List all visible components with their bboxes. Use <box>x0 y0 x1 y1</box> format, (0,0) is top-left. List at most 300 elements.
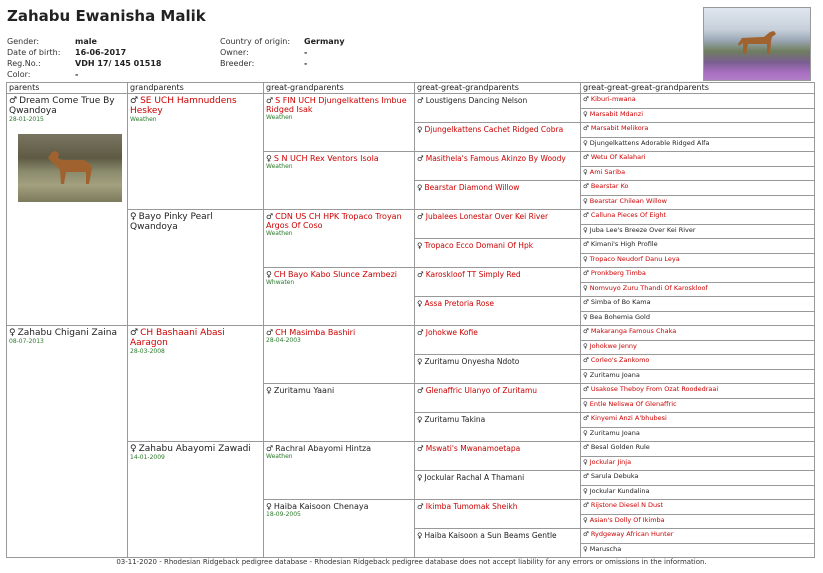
pedigree-cell-gen4 <box>581 442 815 457</box>
dog-name-link[interactable] <box>583 501 812 509</box>
pedigree-cell-gen3 <box>415 268 581 297</box>
female-icon: ♀ <box>417 183 423 192</box>
dog-name-link[interactable] <box>583 240 812 248</box>
pedigree-cell-gen3 <box>415 384 581 413</box>
info-label: Gender: <box>7 37 40 46</box>
dog-name-text: Jubalees Lonestar Over Kei River <box>425 212 549 221</box>
pedigree-cell-gen3 <box>415 123 581 152</box>
dog-name-text: Calluna Pieces Of Eight <box>590 211 667 219</box>
female-icon: ♀ <box>417 125 423 134</box>
pedigree-cell-gen4 <box>581 152 815 167</box>
pedigree-cell-gen2 <box>264 326 415 384</box>
dog-name-link[interactable] <box>417 386 578 395</box>
dog-name-text: S FIN UCH Djungelkattens Imbue Ridged Isak <box>266 96 407 114</box>
info-value: male <box>75 37 97 46</box>
dog-date: 28-03-2008 <box>130 348 165 355</box>
pedigree-cell-gen2 <box>264 442 415 500</box>
male-icon: ♂ <box>417 444 424 453</box>
dog-name-link[interactable] <box>583 255 812 263</box>
dog-name-link[interactable] <box>583 342 812 350</box>
dog-name-text: CH Bashaani Abasi Aaragon <box>130 328 225 348</box>
pedigree-cell-gen3 <box>415 355 581 384</box>
dog-name-text: Jockular Rachal A Thamani <box>424 473 525 482</box>
female-icon: ♀ <box>583 341 588 350</box>
dog-name-link[interactable] <box>583 197 812 205</box>
dog-name-text: Kiburi-mwana <box>590 95 636 103</box>
pedigree-cell-gen4 <box>581 500 815 515</box>
dog-name-link[interactable] <box>266 154 412 163</box>
dog-name-text: Sarula Debuka <box>590 472 639 480</box>
dog-name-link[interactable] <box>417 357 578 366</box>
pedigree-cell-gen4 <box>581 326 815 341</box>
dog-name-text: S N UCH Rex Ventors Isola <box>273 154 379 163</box>
info-row <box>220 58 345 69</box>
dog-name-link[interactable] <box>417 270 578 279</box>
female-icon: ♀ <box>417 299 423 308</box>
pedigree-cell-gen0 <box>7 326 128 558</box>
dog-name-link[interactable] <box>583 327 812 335</box>
pedigree-cell-gen1 <box>128 210 264 326</box>
info-label: Country of origin: <box>220 37 291 46</box>
pedigree-cell-gen3 <box>415 181 581 210</box>
dog-name-link[interactable] <box>583 226 812 234</box>
info-value: Germany <box>304 37 345 46</box>
male-icon: ♂ <box>583 240 589 248</box>
female-icon: ♀ <box>583 312 588 321</box>
dog-name-link[interactable] <box>130 328 261 348</box>
pedigree-cell-gen3 <box>415 239 581 268</box>
dog-name-link[interactable] <box>417 125 578 134</box>
header-grandparents: grandparents <box>128 83 264 94</box>
pedigree-cell-gen4 <box>581 355 815 370</box>
dog-name-link[interactable] <box>583 124 812 132</box>
dog-name-text: Corleo's Zankomo <box>590 356 650 364</box>
dog-name-text: Kimani's High Profile <box>590 240 658 248</box>
dog-date: Weathen <box>266 230 293 237</box>
footer-disclaimer: 03-11-2020 - Rhodesian Ridgeback pedigree database - Rhodesian Ridgeback pedigree database does not accept liability for any errors or omissions in the information. <box>116 558 707 566</box>
dog-name-link[interactable] <box>417 212 578 221</box>
dog-name-text: Johokwe Kofie <box>425 328 478 337</box>
female-icon: ♀ <box>9 328 16 338</box>
info-value: - <box>304 48 308 57</box>
dog-name-link[interactable] <box>583 95 812 103</box>
dog-name-link[interactable] <box>417 154 578 163</box>
dog-silhouette-icon <box>734 28 782 58</box>
info-label: Breeder: <box>220 59 255 68</box>
pedigree-cell-gen4 <box>581 485 815 500</box>
dog-name-text: Zuritamu Yaani <box>273 386 335 395</box>
dog-photo-thumbnail[interactable] <box>18 134 122 202</box>
dog-name-link[interactable] <box>266 212 412 230</box>
pedigree-cell-gen4 <box>581 514 815 529</box>
dog-name-text: Zuritamu Joana <box>589 370 640 379</box>
dog-name-link[interactable] <box>583 211 812 219</box>
pedigree-cell-gen2 <box>264 152 415 210</box>
pedigree-cell-gen2 <box>264 94 415 152</box>
info-value: VDH 17/ 145 01518 <box>75 59 162 68</box>
pedigree-cell-gen2 <box>264 268 415 326</box>
male-icon: ♂ <box>583 472 589 480</box>
pedigree-row <box>7 326 815 341</box>
pedigree-cell-gen0 <box>7 94 128 326</box>
pedigree-cell-gen1 <box>128 326 264 442</box>
pedigree-row <box>7 210 815 225</box>
pedigree-cell-gen4 <box>581 108 815 123</box>
info-value: - <box>304 59 308 68</box>
dog-date: 08-07-2013 <box>9 338 44 345</box>
dog-photo-main[interactable] <box>703 7 811 81</box>
pedigree-cell-gen3 <box>415 529 581 558</box>
pedigree-cell-gen4 <box>581 195 815 210</box>
dog-name-text: Mswati's Mwanamoetapa <box>425 444 521 453</box>
female-icon: ♀ <box>417 357 423 366</box>
dog-name-text: Usakose Theboy From Ozat Roodedraai <box>590 385 719 393</box>
male-icon: ♂ <box>417 96 424 105</box>
dog-date: Weathen <box>266 453 293 460</box>
dog-name-text: Besal Golden Rule <box>590 443 650 451</box>
dog-name-text: CH Bayo Kabo Slunce Zambezi <box>273 270 397 279</box>
pedigree-cell-gen3 <box>415 152 581 181</box>
pedigree-cell-gen4 <box>581 543 815 558</box>
female-icon: ♀ <box>417 415 423 424</box>
dog-name-link[interactable] <box>583 472 812 480</box>
dog-name-link[interactable] <box>417 415 578 424</box>
info-label: Owner: <box>220 48 249 57</box>
pedigree-cell-gen4 <box>581 268 815 283</box>
dog-name-text: Tropaco Neudorf Danu Leya <box>589 254 680 263</box>
dog-name-link[interactable] <box>583 284 812 292</box>
dog-name-text: CDN US CH HPK Tropaco Troyan Argos Of Coso <box>266 212 402 230</box>
dog-name-link[interactable] <box>583 356 812 364</box>
info-label: Color: <box>7 70 31 79</box>
pedigree-cell-gen3 <box>415 500 581 529</box>
pedigree-cell-gen4 <box>581 166 815 181</box>
dog-name-text: Bearstar Ko <box>590 182 629 190</box>
male-icon: ♂ <box>583 443 589 451</box>
dog-name-link[interactable] <box>583 530 812 538</box>
dog-name-text: Bearstar Chilean Willow <box>589 196 667 205</box>
dog-name-text: Haiba Kaisoon a Sun Beams Gentle <box>424 531 557 540</box>
pedigree-row <box>7 442 815 457</box>
info-label: Reg.No.: <box>7 59 41 68</box>
pedigree-cell-gen4 <box>581 123 815 138</box>
info-left-panel <box>7 36 161 80</box>
dog-name-text: Asian's Dolly Of Ikimba <box>589 515 665 524</box>
pedigree-row <box>7 94 815 109</box>
dog-name-text: Jockular Jinja <box>589 457 632 466</box>
dog-name-text: Pronkberg Timba <box>590 269 646 277</box>
dog-name-text: Zahabu Chigani Zaina <box>17 328 117 338</box>
dog-name-link[interactable] <box>417 328 578 337</box>
info-row <box>7 36 161 47</box>
dog-name-text: Bearstar Diamond Willow <box>424 183 520 192</box>
male-icon: ♂ <box>417 328 424 337</box>
dog-name-text: Zahabu Abayomi Zawadi <box>138 444 251 454</box>
female-icon: ♀ <box>417 473 423 482</box>
pedigree-cell-gen4 <box>581 239 815 254</box>
dog-name-link[interactable] <box>130 96 261 116</box>
female-icon: ♀ <box>583 428 588 437</box>
dog-name-text: Juba Lee's Breeze Over Kei River <box>589 225 696 234</box>
pedigree-cell-gen3 <box>415 442 581 471</box>
female-icon: ♀ <box>583 486 588 495</box>
dog-name-text: Rydgeway African Hunter <box>590 530 674 538</box>
dog-name-link[interactable] <box>266 386 412 395</box>
dog-date: 28-04-2003 <box>266 337 301 344</box>
pedigree-cell-gen4 <box>581 210 815 225</box>
pedigree-cell-gen4 <box>581 529 815 544</box>
female-icon: ♀ <box>583 254 588 263</box>
male-icon: ♂ <box>583 269 589 277</box>
pedigree-cell-gen2 <box>264 384 415 442</box>
dog-name-text: Jockular Kundalina <box>589 486 650 495</box>
pedigree-cell-gen3 <box>415 210 581 239</box>
male-icon: ♂ <box>583 385 589 393</box>
pedigree-cell-gen4 <box>581 471 815 486</box>
male-icon: ♂ <box>583 356 589 364</box>
male-icon: ♂ <box>130 96 139 106</box>
female-icon: ♀ <box>583 399 588 408</box>
pedigree-cell-gen4 <box>581 311 815 326</box>
dog-name-text: Djungelkattens Cachet Ridged Cobra <box>424 125 564 134</box>
dog-name-text: Karoskloof TT Simply Red <box>425 270 521 279</box>
dog-name-link[interactable] <box>417 299 578 308</box>
header-parents: parents <box>7 83 128 94</box>
male-icon: ♂ <box>583 124 589 132</box>
dog-name-title: Zahabu Ewanisha Malik <box>7 7 206 25</box>
dog-name-text: Haiba Kaisoon Chenaya <box>273 502 369 511</box>
dog-name-link[interactable] <box>417 531 578 540</box>
dog-name-link[interactable] <box>583 110 812 118</box>
pedigree-cell-gen4 <box>581 413 815 428</box>
dog-date: Whwaten <box>266 279 295 286</box>
pedigree-cell-gen1 <box>128 442 264 558</box>
dog-name-link[interactable] <box>266 270 412 279</box>
female-icon: ♀ <box>583 109 588 118</box>
pedigree-cell-gen4 <box>581 137 815 152</box>
dog-date: 28-01-2015 <box>9 116 44 123</box>
dog-name-link[interactable] <box>417 183 578 192</box>
dog-name-link[interactable] <box>583 153 812 161</box>
female-icon: ♀ <box>417 531 423 540</box>
dog-date: 14-01-2009 <box>130 454 165 461</box>
pedigree-cell-gen4 <box>581 369 815 384</box>
header-great-grandparents: great-grandparents <box>264 83 415 94</box>
pedigree-cell-gen4 <box>581 456 815 471</box>
female-icon: ♀ <box>130 444 137 454</box>
dog-name-link[interactable] <box>583 371 812 379</box>
female-icon: ♀ <box>583 544 588 553</box>
female-icon: ♀ <box>266 386 272 395</box>
dog-name-text: Nomvuyo Zuru Thandi Of Karoskloof <box>589 283 708 292</box>
male-icon: ♂ <box>583 530 589 538</box>
pedigree-cell-gen1 <box>128 94 264 210</box>
female-icon: ♀ <box>583 457 588 466</box>
dog-name-text: Djungelkattens Adorable Ridged Alfa <box>589 138 710 147</box>
dog-name-text: Rachral Abayomi Hintza <box>275 444 372 453</box>
dog-name-link[interactable] <box>583 182 812 190</box>
dog-date: Weathen <box>266 114 293 121</box>
dog-name-link[interactable] <box>583 269 812 277</box>
male-icon: ♂ <box>583 153 589 161</box>
dog-name-link[interactable] <box>583 429 812 437</box>
dog-name-text: Masithela's Famous Akinzo By Woody <box>425 154 566 163</box>
male-icon: ♂ <box>130 328 139 338</box>
pedigree-cell-gen4 <box>581 94 815 109</box>
male-icon: ♂ <box>583 182 589 190</box>
male-icon: ♂ <box>9 96 18 106</box>
female-icon: ♀ <box>583 225 588 234</box>
pedigree-cell-gen4 <box>581 297 815 312</box>
male-icon: ♂ <box>583 501 589 509</box>
header-great-great-grandparents: great-great-grandparents <box>415 83 581 94</box>
male-icon: ♂ <box>266 444 274 453</box>
female-icon: ♀ <box>583 515 588 524</box>
dog-name-text: Tropaco Ecco Domani Of Hpk <box>424 241 534 250</box>
dog-name-link[interactable] <box>583 400 812 408</box>
dog-date: Weathen <box>266 163 293 170</box>
dog-name-text: Loustigens Dancing Nelson <box>425 96 528 105</box>
dog-date: 18-09-2005 <box>266 511 301 518</box>
male-icon: ♂ <box>266 328 274 337</box>
dog-name-link[interactable] <box>417 96 578 105</box>
dog-name-text: Kinyemi Anzi A'bhubesi <box>590 414 667 422</box>
female-icon: ♀ <box>417 241 423 250</box>
dog-name-link[interactable] <box>266 96 412 114</box>
dog-name-text: SE UCH Hamnuddens Heskey <box>130 96 237 116</box>
female-icon: ♀ <box>130 212 137 222</box>
dog-name-text: Assa Pretoria Rose <box>424 299 495 308</box>
pedigree-cell-gen4 <box>581 282 815 297</box>
male-icon: ♂ <box>583 298 589 306</box>
dog-name-link[interactable] <box>583 458 812 466</box>
dog-name-link[interactable] <box>583 385 812 393</box>
dog-date: Weathen <box>130 116 157 123</box>
info-label: Date of birth: <box>7 48 61 57</box>
male-icon: ♂ <box>583 211 589 219</box>
dog-name-text: Bayo Pinky Pearl Qwandoya <box>130 212 213 232</box>
dog-name-link[interactable] <box>417 502 578 511</box>
dog-name-text: Bea Bohemia Gold <box>589 312 650 321</box>
dog-name-text: Johokwe Jenny <box>589 341 637 350</box>
dog-name-text: Dream Come True By Qwandoya <box>9 96 115 116</box>
pedigree-cell-gen3 <box>415 471 581 500</box>
pedigree-cell-gen4 <box>581 181 815 196</box>
dog-name-link[interactable] <box>9 96 125 116</box>
dog-name-link[interactable] <box>583 168 812 176</box>
female-icon: ♀ <box>583 138 588 147</box>
dog-name-text: Ami Sariba <box>589 167 626 176</box>
pedigree-cell-gen4 <box>581 340 815 355</box>
female-icon: ♀ <box>583 196 588 205</box>
pedigree-cell-gen4 <box>581 427 815 442</box>
pedigree-cell-gen4 <box>581 398 815 413</box>
female-icon: ♀ <box>266 154 272 163</box>
dog-name-link[interactable] <box>266 328 412 337</box>
dog-name-text: Entle Neliswa Of Glenaffric <box>589 399 677 408</box>
dog-name-link[interactable] <box>583 443 812 451</box>
female-icon: ♀ <box>583 370 588 379</box>
male-icon: ♂ <box>417 154 424 163</box>
info-right-panel <box>220 36 345 69</box>
pedigree-cell-gen2 <box>264 500 415 558</box>
male-icon: ♂ <box>583 95 589 103</box>
dog-name-text: Zuritamu Onyesha Ndoto <box>424 357 520 366</box>
dog-name-text: CH Masimba Bashiri <box>275 328 356 337</box>
dog-name-link[interactable] <box>583 139 812 147</box>
dog-name-text: Ikimba Tumomak Sheikh <box>425 502 518 511</box>
male-icon: ♂ <box>266 212 274 221</box>
info-row <box>7 47 161 58</box>
female-icon: ♀ <box>266 270 272 279</box>
male-icon: ♂ <box>266 96 274 105</box>
info-value: - <box>75 70 79 79</box>
dog-name-link[interactable] <box>583 487 812 495</box>
pedigree-header-row <box>7 83 815 94</box>
male-icon: ♂ <box>583 327 589 335</box>
dog-name-link[interactable] <box>417 241 578 250</box>
male-icon: ♂ <box>583 414 589 422</box>
info-row <box>220 47 345 58</box>
male-icon: ♂ <box>417 502 424 511</box>
dog-name-link[interactable] <box>9 328 125 338</box>
female-icon: ♀ <box>583 283 588 292</box>
dog-name-link[interactable] <box>417 444 578 453</box>
pedigree-cell-gen3 <box>415 326 581 355</box>
pedigree-cell-gen4 <box>581 224 815 239</box>
dog-name-text: Makaranga Famous Chaka <box>590 327 677 335</box>
info-row <box>220 36 345 47</box>
pedigree-cell-gen4 <box>581 253 815 268</box>
pedigree-table <box>6 82 815 558</box>
info-row <box>7 58 161 69</box>
female-icon: ♀ <box>583 167 588 176</box>
pedigree-cell-gen2 <box>264 210 415 268</box>
dog-name-text: Simba of Bo Kama <box>590 298 651 306</box>
dog-name-text: Wetu Of Kalahari <box>590 153 646 161</box>
dog-name-link[interactable] <box>266 444 412 453</box>
dog-name-text: Zuritamu Joana <box>589 428 640 437</box>
dog-name-text: Marsabit Mdanzi <box>589 109 644 118</box>
pedigree-cell-gen3 <box>415 94 581 123</box>
dog-name-link[interactable] <box>266 502 412 511</box>
info-value: 16-06-2017 <box>75 48 127 57</box>
pedigree-cell-gen3 <box>415 297 581 326</box>
dog-name-link[interactable] <box>130 444 261 454</box>
male-icon: ♂ <box>417 270 424 279</box>
info-row <box>7 69 161 80</box>
dog-name-text: Marsabit Melikora <box>590 124 649 132</box>
dog-name-link[interactable] <box>583 545 812 553</box>
pedigree-cell-gen3 <box>415 413 581 442</box>
dog-name-text: Zuritamu Takina <box>424 415 486 424</box>
header-great-great-great-grandparents: great-great-great-grandparents <box>581 83 815 94</box>
male-icon: ♂ <box>417 386 424 395</box>
female-icon: ♀ <box>266 502 272 511</box>
dog-name-link[interactable] <box>583 298 812 306</box>
dog-name-link[interactable] <box>417 473 578 482</box>
dog-silhouette-icon <box>42 144 98 188</box>
dog-name-link[interactable] <box>583 313 812 321</box>
male-icon: ♂ <box>417 212 424 221</box>
dog-name-text: Rijstone Diesel N Dust <box>590 501 664 509</box>
dog-name-link[interactable] <box>583 414 812 422</box>
dog-name-text: Glenaffric Ulanyo of Zuritamu <box>425 386 538 395</box>
dog-name-link[interactable] <box>130 212 261 232</box>
pedigree-cell-gen4 <box>581 384 815 399</box>
dog-name-link[interactable] <box>583 516 812 524</box>
dog-name-text: Maruscha <box>589 544 622 553</box>
